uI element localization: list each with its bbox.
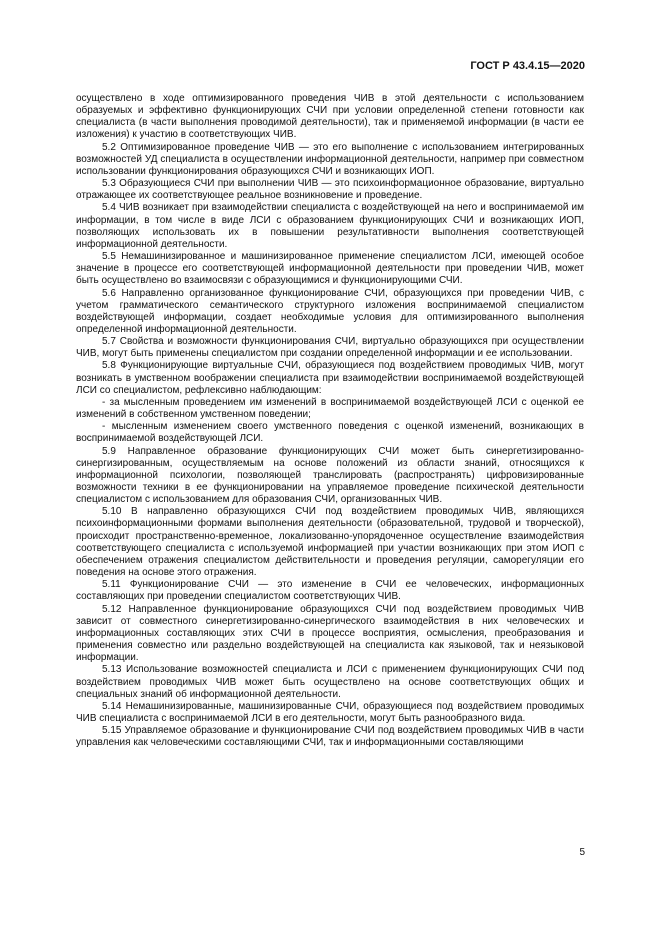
paragraph-5-8: 5.8 Функционирующие виртуальные СЧИ, образующиеся под воздействием проводимых ЧИВ, могут возникать в умственном воображении специалиста при взаимодействии воспринимаемой воздействующей ЛСИ со специалистом, рефлексивно наблюдающим: <box>76 360 584 396</box>
paragraph-5-3: 5.3 Образующиеся СЧИ при выполнении ЧИВ — это психоинформационное образование, виртуально отражающее их соответствующее реальное возникновение и проведение. <box>76 178 584 202</box>
paragraph-5-2: 5.2 Оптимизированное проведение ЧИВ — это его выполнение с использованием интегрированных возможностей УД специалиста в осуществлении информационной деятельности, например при совместном использовании функционирования образующихся СЧИ и возникающих ИОП. <box>76 141 584 177</box>
paragraph-5-9: 5.9 Направленное образование функционирующих СЧИ может быть синергетизированно-синергизированным, осуществляемым на основе положений из области знаний, относящихся к информационной психологии, позволяющей транслировать (распространять) цифровизированные возможности техники в ее функционировании на управляемое проведение психической деятельности специалистом с использованием для образования СЧИ, организованных ЧИВ. <box>76 445 584 506</box>
list-item-2: - мысленным изменением своего умственного поведения с оценкой изменений, возникающих в воспринимаемой воздействующей ЛСИ. <box>76 421 584 445</box>
paragraph-5-10: 5.10 В направленно образующихся СЧИ под воздействием проводимых ЧИВ, являющихся психоинформационными формами выполнения деятельности (образовательной, трудовой и творческой), происходит пространственно-временное, локализованно-упорядоченное осуществление взаимодействия соответствующего специалиста с используемой информацией при участии возникающих при этом ИОП с обеспечением отражения специалистом действительности и проведения регуляции, саморегуляции его поведения на основе этого отражения. <box>76 506 584 579</box>
paragraph-5-4: 5.4 ЧИВ возникает при взаимодействии специалиста с воздействующей на него и воспринимаемой им информации, в том числе в виде ЛСИ с образованием функционирующих СЧИ и возникающих ИОП, позволяющих использовать их в повышении результативности выполнения соответствующей информационной деятельности. <box>76 202 584 250</box>
paragraph-5-5: 5.5 Немашинизированное и машинизированное применение специалистом ЛСИ, имеющей особое значение в процессе его соответствующей информационной деятельности при проведении ЧИВ, может быть осуществлено во взаимосвязи с образующимися и функционирующими СЧИ. <box>76 251 584 287</box>
document-body <box>76 93 584 749</box>
document-code: ГОСТ Р 43.4.15—2020 <box>470 60 585 72</box>
list-item-1: - за мысленным проведением им изменений в воспринимаемой воздействующей ЛСИ с оценкой ее изменений в собственном умственном поведении; <box>76 396 584 421</box>
paragraph-5-14: 5.14 Немашинизированные, машинизированные СЧИ, образующиеся под воздействием проводимых ЧИВ специалиста с воспринимаемой ЛСИ в его деятельности, могут быть разнообразного вида. <box>76 700 584 724</box>
paragraph-5-12: 5.12 Направленное функционирование образующихся СЧИ под воздействием проводимых ЧИВ зависит от совместного синергетизированно-синергического взаимодействия в них человеческих и информационных составляющих этих СЧИ в процессе восприятия, осмысления, преобразования и применения совместно или раздельно воздействующей на специалиста как языковой, так и неязыковой информации. <box>76 603 584 664</box>
paragraph-continuation: осуществлено в ходе оптимизированного проведения ЧИВ в этой деятельности с использованием образуемых и эффективно функционирующих СЧИ при условии определенной степени готовности как специалиста (в части выполнения проводимой деятельности), так и применяемой информации (в части ее изложения) к участию в соответствующих ЧИВ. <box>76 93 584 141</box>
paragraph-5-13: 5.13 Использование возможностей специалиста и ЛСИ с применением функционирующих СЧИ под воздействием проводимых ЧИВ может быть осуществлено на основе соответствующих общих и специальных знаний об информационной деятельности. <box>76 664 584 700</box>
paragraph-5-6: 5.6 Направленно организованное функционирование СЧИ, образующихся при проведении ЧИВ, с учетом грамматического семантического структурного изложения воспринимаемой специалистом воздействующей информации, создает необходимые условия для оптимизированного выполнения определенной информационной деятельности. <box>76 287 584 335</box>
page-number: 5 <box>579 847 585 858</box>
paragraph-5-7: 5.7 Свойства и возможности функционирования СЧИ, виртуально образующихся при осуществлении ЧИВ, могут быть применены специалистом при создании определенной информации и ее использовании. <box>76 336 584 360</box>
paragraph-5-11: 5.11 Функционирование СЧИ — это изменение в СЧИ ее человеческих, информационных составляющих при проведении специалистом соответствующих ЧИВ. <box>76 579 584 603</box>
paragraph-5-15: 5.15 Управляемое образование и функционирование СЧИ под воздействием проводимых ЧИВ в части управления как человеческими составляющими СЧИ, так и информационными составляющими <box>76 725 584 749</box>
